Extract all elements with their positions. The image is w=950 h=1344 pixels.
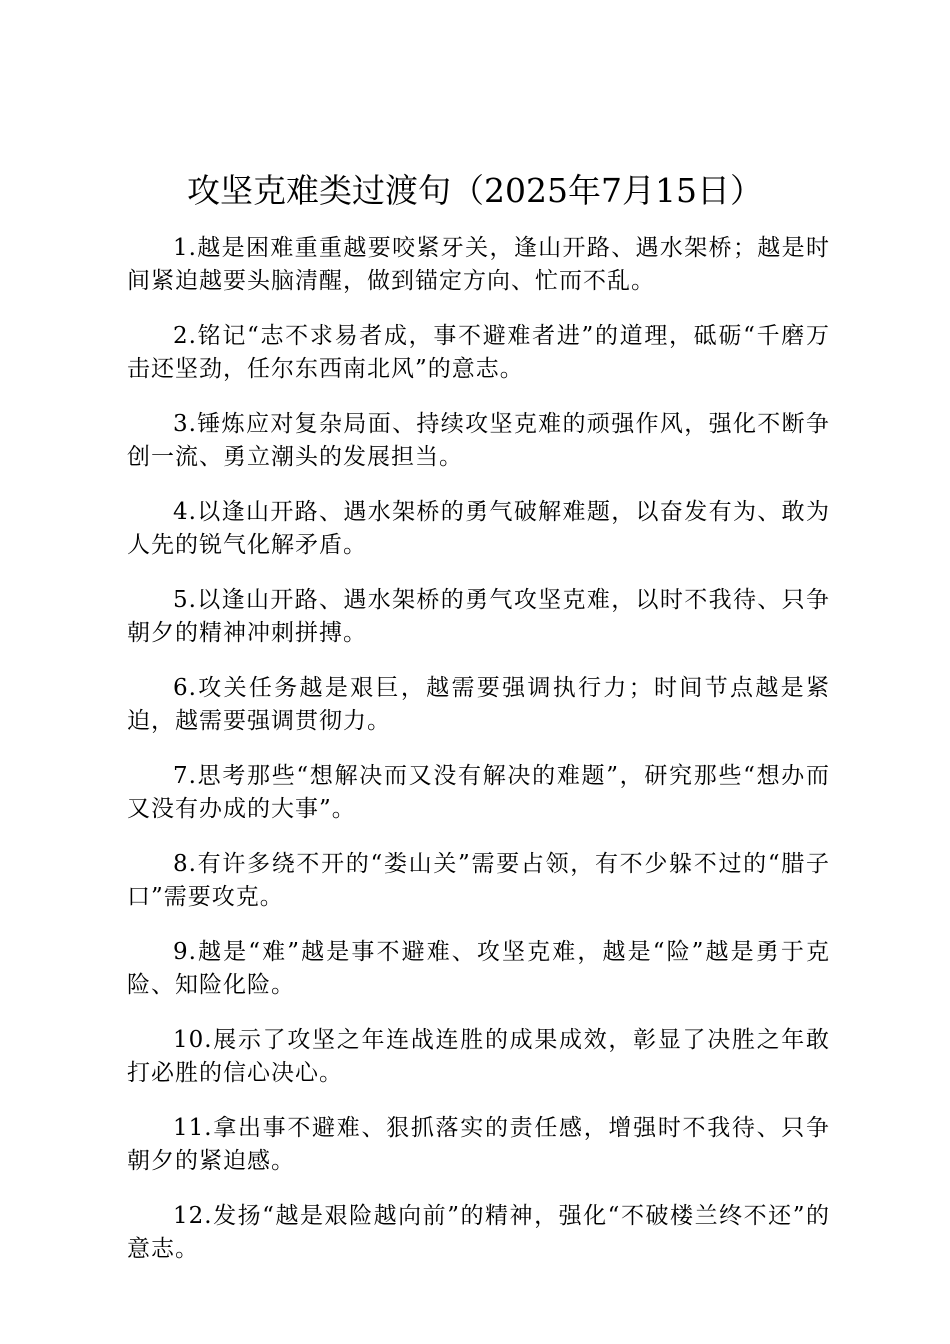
list-item: 3.锤炼应对复杂局面、持续攻坚克难的顽强作风，强化不断争创一流、勇立潮头的发展担当。	[127, 411, 830, 470]
list-item: 6.攻关任务越是艰巨，越需要强调执行力；时间节点越是紧迫，越需要强调贯彻力。	[127, 675, 830, 734]
sentence-list	[127, 232, 830, 1288]
list-item: 9.越是“难”越是事不避难、攻坚克难，越是“险”越是勇于克险、知险化险。	[127, 939, 830, 998]
list-item: 4.以逢山开路、遇水架桥的勇气破解难题，以奋发有为、敢为人先的锐气化解矛盾。	[127, 499, 830, 558]
list-item: 5.以逢山开路、遇水架桥的勇气攻坚克难，以时不我待、只争朝夕的精神冲刺拼搏。	[127, 587, 830, 646]
list-item: 8.有许多绕不开的“娄山关”需要占领，有不少躲不过的“腊子口”需要攻克。	[127, 851, 830, 910]
list-item: 10.展示了攻坚之年连战连胜的成果成效，彰显了决胜之年敢打必胜的信心决心。	[127, 1027, 830, 1086]
list-item: 2.铭记“志不求易者成，事不避难者进”的道理，砥砺“千磨万击还坚劲，任尔东西南北风”的意志。	[127, 323, 830, 382]
list-item: 12.发扬“越是艰险越向前”的精神，强化“不破楼兰终不还”的意志。	[127, 1203, 830, 1262]
list-item: 1.越是困难重重越要咬紧牙关，逢山开路、遇水架桥；越是时间紧迫越要头脑清醒，做到锚定方向、忙而不乱。	[127, 235, 830, 294]
list-item: 11.拿出事不避难、狠抓落实的责任感，增强时不我待、只争朝夕的紧迫感。	[127, 1115, 830, 1174]
list-item: 7.思考那些“想解决而又没有解决的难题”，研究那些“想办而又没有办成的大事”。	[127, 763, 830, 822]
document-title: 攻坚克难类过渡句（2025年7月15日）	[187, 171, 763, 210]
